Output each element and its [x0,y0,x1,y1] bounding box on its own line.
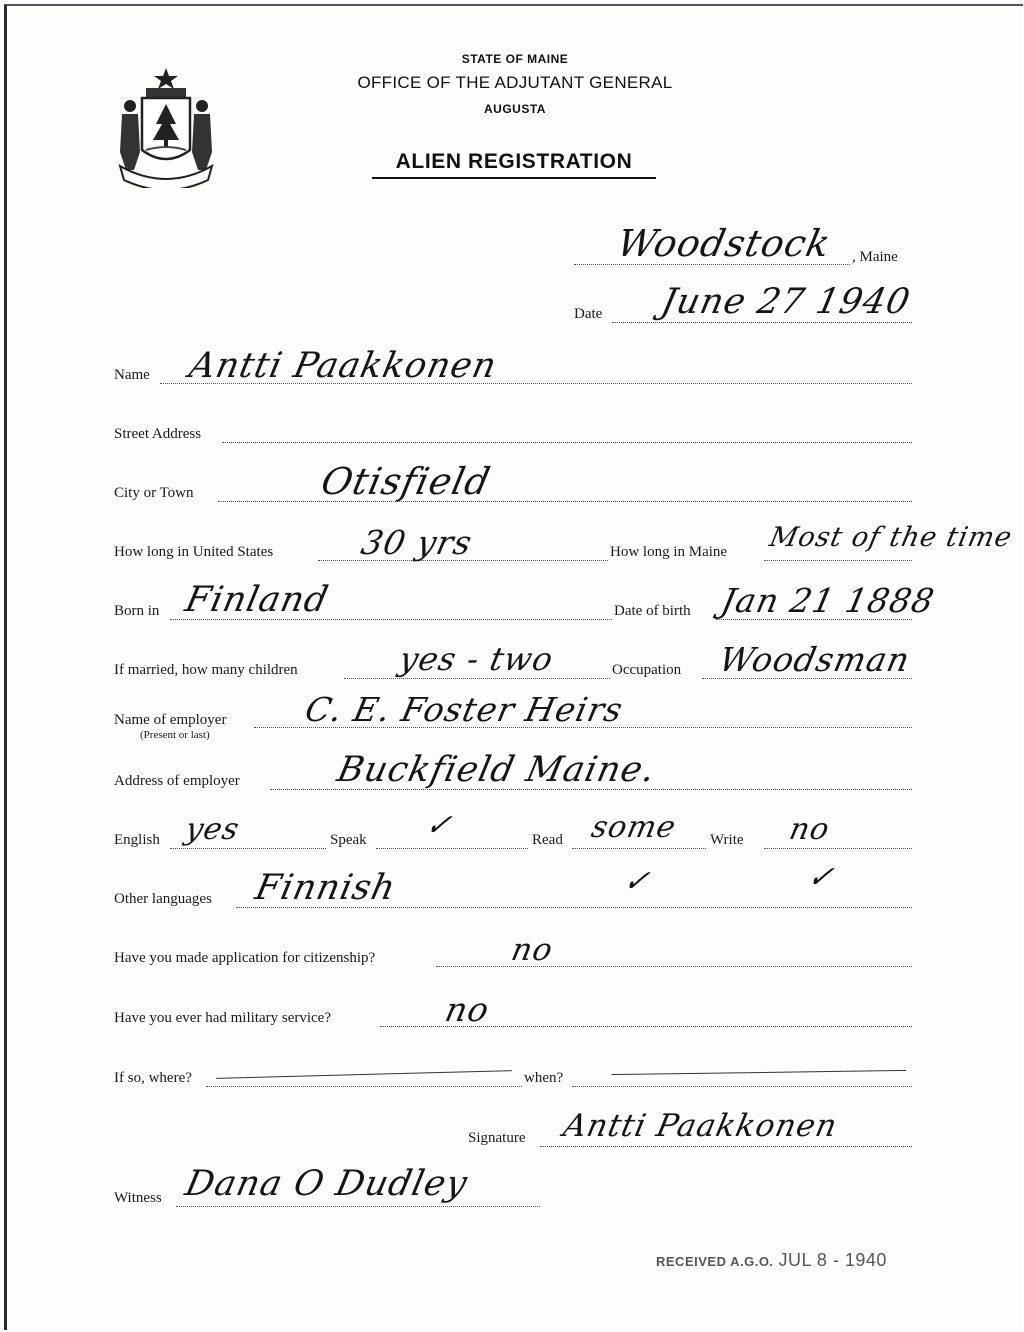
read-label: Read [532,832,563,848]
received-stamp-label: RECEIVED A.G.O. [656,1254,774,1269]
children-label: If married, how many children [114,662,298,678]
maine-label: , Maine [852,249,898,265]
date-entry: June 27 1940 [657,282,914,322]
signature-line [540,1146,912,1147]
write-entry: no [786,812,834,847]
employer-address-entry: Buckfield Maine. [333,750,660,790]
witness-signature: Dana O Dudley [181,1164,472,1204]
citizenship-label: Have you made application for citizenship? [114,950,376,966]
employer-address-label: Address of employer [114,773,240,789]
name-label: Name [114,367,150,383]
how-long-maine-entry: Most of the time [766,522,1016,553]
header-state: STATE OF MAINE [461,52,569,66]
when-line [572,1086,912,1087]
children-entry: yes - two [395,640,558,678]
children-line [344,678,610,679]
employer-label: Name of employer [114,712,227,728]
speak-line [376,848,528,849]
military-entry: no [441,990,494,1029]
occupation-label: Occupation [612,662,682,678]
other-languages-speak-check: ✓ [620,864,654,899]
how-long-maine-label: How long in Maine [610,544,728,560]
speak-entry: ✓ [422,808,456,843]
state-seal-image [112,66,220,188]
witness-label: Witness [114,1190,162,1206]
town-entry: Woodstock [613,222,835,265]
write-line [764,848,912,849]
how-long-maine-line [764,560,912,561]
date-of-birth-label: Date of birth [614,603,691,619]
if-so-where-label: If so, where? [114,1070,192,1086]
header-office: OFFICE OF THE ADJUTANT GENERAL [357,73,673,92]
other-languages-entry: Finnish [251,868,400,908]
name-entry: Antti Paakkonen [185,346,501,386]
applicant-signature: Antti Paakkonen [560,1108,841,1144]
if-so-where-line [206,1086,522,1087]
english-entry: yes [182,812,243,847]
occupation-entry: Woodsman [715,640,914,679]
employer-entry: C. E. Foster Heirs [301,690,627,729]
date-line [612,322,912,323]
date-of-birth-entry: Jan 21 1888 [717,581,939,620]
other-languages-label: Other languages [114,891,212,907]
write-label: Write [710,832,744,848]
born-in-entry: Finland [181,580,333,620]
how-long-us-label: How long in United States [114,544,274,560]
military-label: Have you ever had military service? [114,1010,331,1026]
city-label: City or Town [114,485,194,501]
read-line [572,848,706,849]
read-entry: some [588,810,680,845]
how-long-us-entry: 30 yrs [357,523,476,562]
date-label: Date [574,306,603,322]
form-title: ALIEN REGISTRATION [372,150,656,179]
signature-label: Signature [468,1130,526,1146]
employer-sublabel: (Present or last) [140,729,210,741]
other-languages-read-check: ✓ [804,860,838,895]
received-stamp-date: JUL 8 - 1940 [778,1250,887,1270]
citizenship-entry: no [508,932,557,968]
received-stamp [656,1250,887,1271]
header-city: AUGUSTA [484,102,546,116]
english-label: English [114,832,160,848]
born-in-label: Born in [114,603,160,619]
city-entry: Otisfield [317,460,495,503]
street-address-line [222,442,912,443]
witness-line [176,1206,540,1207]
english-line [170,848,326,849]
street-address-label: Street Address [114,426,202,442]
when-label: when? [524,1070,564,1086]
speak-label: Speak [330,832,367,848]
